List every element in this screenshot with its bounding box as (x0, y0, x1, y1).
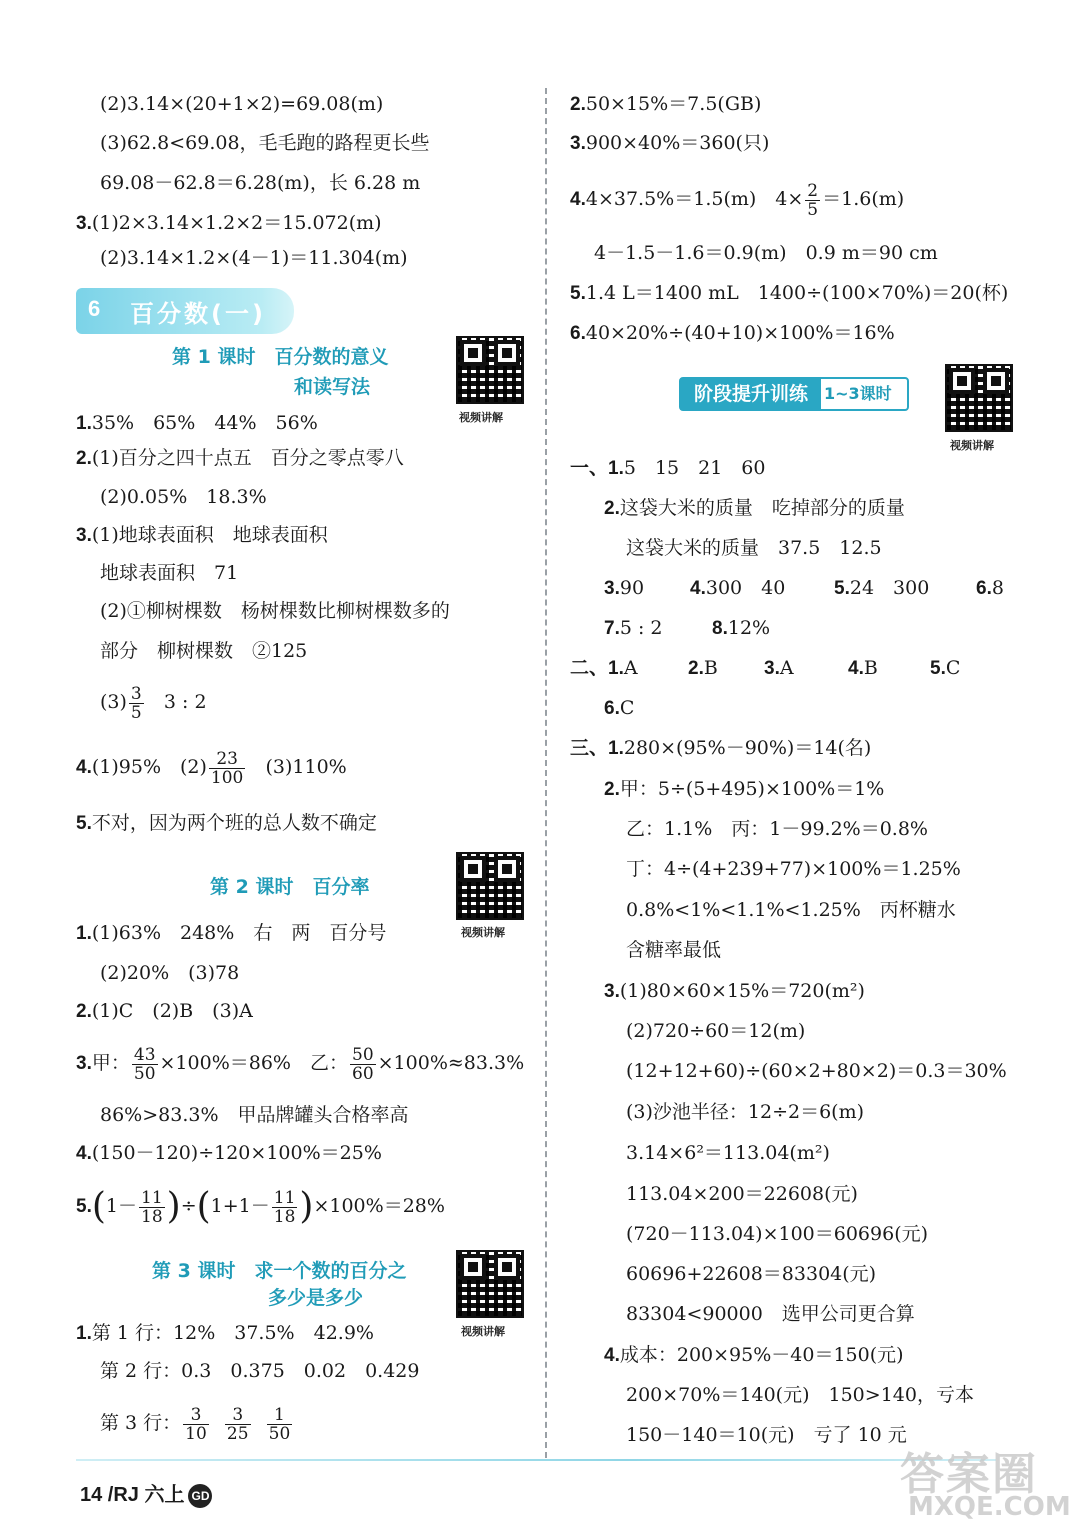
item-number: 4. (76, 1143, 92, 1164)
answer-text: (1)95% (2) (91, 756, 207, 778)
answer-row (834, 575, 929, 602)
item-number: 3. (76, 525, 92, 546)
answer-item (76, 745, 347, 790)
item-number: 3. (76, 1053, 92, 1074)
answer-item (76, 1040, 524, 1087)
item-number: 8. (712, 618, 728, 639)
lesson-title: 第 2 课时 百分率 (210, 876, 370, 898)
answer-text: 4×37.5%＝1.5(m) 4× (585, 188, 804, 210)
fraction: $\frac{2}{5}$ (807, 180, 819, 220)
answer-text: ＝1.6(m) (822, 188, 905, 210)
answer-text: (1)2×3.14×1.2×2＝15.072(m) (91, 212, 382, 234)
item-number: 三、1. (570, 738, 624, 759)
answer-text: 成本：200×95%－40＝150(元) (619, 1344, 904, 1366)
item-number: 2. (76, 448, 92, 469)
answer-line: 3.14×6²＝113.04(m²) (626, 1142, 830, 1164)
answer-text: 甲：5÷(5+495)×100%＝1% (619, 778, 885, 800)
watermark-url: MXQE.COM (908, 1492, 1071, 1522)
item-number: 3. (604, 578, 620, 599)
qr-code-icon[interactable] (456, 336, 524, 404)
answer-line: 第 2 行：0.3 0.375 0.02 0.429 (100, 1360, 420, 1382)
item-number: 7. (604, 618, 620, 639)
answer-line: 200×70%＝140(元) 150>140，亏本 (626, 1384, 974, 1406)
answer-line: 83304<90000 选甲公司更合算 (626, 1303, 915, 1325)
answer-text: 35% 65% 44% 56% (91, 412, 318, 434)
answer-item (604, 776, 884, 803)
answer-row (712, 615, 770, 642)
fraction: $\frac{1}{50}$ (268, 1404, 291, 1444)
answer-line: 4－1.5－1.6＝0.9(m) 0.9 m＝90 cm (594, 242, 938, 264)
answer-text: C (619, 697, 635, 719)
answer-line: (2)720÷60＝12(m) (626, 1020, 806, 1042)
answer-text: 1.4 L＝1400 mL 1400÷(100×70%)＝20(杯) (585, 282, 1009, 304)
answer-item (570, 176, 904, 223)
qr-label: 视频讲解 (950, 439, 994, 452)
answer-item (76, 210, 382, 237)
edition-badge: GD (188, 1484, 212, 1508)
lesson-title: 第 3 课时 求一个数的百分之 (152, 1260, 407, 1282)
item-number: 6. (604, 698, 620, 719)
qr-code-icon[interactable] (456, 1250, 524, 1318)
answer-line (100, 1400, 294, 1446)
lesson-subtitle: 多少是多少 (268, 1287, 364, 1309)
answer-line: (720－113.04)×100＝60696(元) (626, 1223, 929, 1245)
answer-item (76, 1320, 374, 1347)
answer-text: ×100%＝86% 乙： (159, 1052, 348, 1074)
answer-line: 113.04×200＝22608(元) (626, 1183, 858, 1205)
fraction: $\frac{43}{50}$ (133, 1044, 156, 1084)
answer-line: (2)20% (3)78 (100, 962, 240, 984)
answer-row (604, 615, 663, 642)
item-number: 二、1. (570, 658, 624, 679)
answer-text: 50×15%＝7.5(GB) (585, 93, 762, 115)
answer-text: (150－120)÷120×100%＝25% (91, 1142, 382, 1164)
item-number: 6. (976, 578, 992, 599)
qr-code-icon[interactable] (945, 364, 1013, 432)
item-number: 5. (76, 813, 92, 834)
answer-text: 300 40 (705, 577, 786, 599)
answer-item (604, 978, 865, 1005)
stage-range: 1~3课时 (824, 384, 892, 403)
answer-text: 5 : 2 (619, 617, 663, 639)
answer-line: 这袋大米的质量 37.5 12.5 (626, 537, 882, 559)
answer-text: 这袋大米的质量 吃掉部分的质量 (619, 497, 905, 519)
item-number: 2. (76, 1001, 92, 1022)
fraction: $\frac{3}{5}$ (130, 683, 142, 723)
answer-line: (12+12+60)÷(60×2+80×2)＝0.3＝30% (626, 1060, 1007, 1082)
answer-line (100, 680, 207, 724)
item-number: 2. (570, 94, 586, 115)
answer-line: 60696+22608＝83304(元) (626, 1263, 877, 1285)
answer-text: 90 (619, 577, 645, 599)
answer-line: 部分 柳树棵数 ②125 (100, 640, 308, 662)
answer-text: B (703, 657, 718, 679)
answer-item (604, 495, 905, 522)
answer-row (976, 575, 1004, 602)
answer-line: 丁：4÷(4+239+77)×100%＝1.25% (626, 858, 961, 880)
stage-title: 阶段提升训练 (681, 379, 821, 409)
item-number: 4. (690, 578, 706, 599)
answer-line: 地球表面积 71 (100, 562, 239, 584)
answer-text: 8 (991, 577, 1004, 599)
answer-item (76, 998, 253, 1025)
answer-text: B (863, 657, 878, 679)
answer-text: (3) (100, 691, 127, 713)
answer-text: 1－ (105, 1195, 137, 1217)
answer-row (764, 655, 794, 682)
answer-line: 含糖率最低 (626, 939, 722, 961)
answer-row (848, 655, 878, 682)
answer-row (688, 655, 718, 682)
page-number: 14 /RJ 六上 (80, 1484, 185, 1506)
answer-line: 0.8%<1%<1.1%<1.25% 丙杯糖水 (626, 899, 956, 921)
item-number: 1. (76, 413, 92, 434)
item-number: 3. (604, 981, 620, 1002)
fraction: $\frac{50}{60}$ (352, 1044, 374, 1084)
answer-text: 3 : 2 (163, 691, 207, 713)
item-number: 一、1. (570, 458, 624, 479)
answer-text: ×100%＝28% (313, 1195, 445, 1217)
answer-text: A (779, 657, 794, 679)
column-divider (545, 88, 547, 1458)
item-number: 4. (848, 658, 864, 679)
answer-text: (1)地球表面积 地球表面积 (91, 524, 328, 546)
answer-text: (1)63% 248% 右 两 百分号 (91, 922, 387, 944)
qr-code-icon[interactable] (456, 852, 524, 920)
answer-text: ×100%≈83.3% (377, 1052, 525, 1074)
item-number: 2. (604, 779, 620, 800)
qr-label: 视频讲解 (461, 1325, 505, 1338)
lesson-subtitle: 和读写法 (294, 376, 371, 398)
answer-text: (1)80×60×15%＝720(m²) (619, 980, 865, 1002)
answer-text: A (623, 657, 638, 679)
answer-row (604, 575, 644, 602)
answer-line: (2)3.14×1.2×(4－1)＝11.304(m) (100, 247, 408, 269)
fraction: $\frac{3}{10}$ (185, 1404, 207, 1444)
item-number: 5. (930, 658, 946, 679)
answer-line: 86%>83.3% 甲品牌罐头合格率高 (100, 1104, 409, 1126)
answer-item: 5.(1－ $\frac{11}{18}$ )÷(1+1－ $\frac{11}{18}$ )×100%＝28% (76, 1186, 445, 1227)
item-number: 1. (76, 923, 92, 944)
qr-label: 视频讲解 (459, 411, 503, 424)
answer-line: (3)沙池半径：12÷2＝6(m) (626, 1101, 865, 1123)
answer-item (76, 920, 386, 947)
answer-item (570, 455, 765, 482)
answer-item (76, 810, 377, 837)
footer-rule (76, 1459, 996, 1461)
fraction: $\frac{11}{18}$ (273, 1187, 296, 1227)
answer-text: 第 3 行： (100, 1412, 182, 1434)
qr-label: 视频讲解 (461, 926, 505, 939)
answer-line: (2)3.14×(20+1×2)=69.08(m) (100, 93, 384, 115)
answer-item (604, 695, 634, 722)
answer-item (570, 91, 761, 118)
answer-item (570, 735, 871, 762)
answer-text: 900×40%＝360(只) (585, 132, 770, 154)
answer-item (604, 1342, 904, 1369)
answer-text: 24 300 (849, 577, 930, 599)
item-number: 2. (688, 658, 704, 679)
item-number: 4. (570, 189, 586, 210)
unit-number: 6 (88, 296, 101, 321)
item-number: 5. (570, 283, 586, 304)
item-number: 3. (764, 658, 780, 679)
answer-line: (2)①柳树棵数 杨树棵数比柳树棵数多的 (100, 600, 450, 622)
answer-text: (1)百分之四十点五 百分之零点零八 (91, 447, 404, 469)
answer-text: 12% (727, 617, 771, 639)
answer-text: (1)C (2)B (3)A (91, 1000, 253, 1022)
answer-line: 69.08－62.8＝6.28(m)，长 6.28 m (100, 172, 421, 194)
item-number: 6. (570, 323, 586, 344)
item-number: 4. (76, 757, 92, 778)
answer-text: (3)110% (265, 756, 347, 778)
answer-line: 乙：1.1% 丙：1－99.2%＝0.8% (626, 818, 928, 840)
answer-item (76, 1140, 382, 1167)
item-number: 3. (570, 133, 586, 154)
fraction: $\frac{3}{25}$ (226, 1404, 249, 1444)
answer-item (76, 522, 328, 549)
answer-line: 150－140＝10(元) 亏了 10 元 (626, 1424, 907, 1446)
watermark-logo: 答案圈 (900, 1449, 1038, 1500)
answer-item (570, 320, 895, 347)
answer-text: 第 1 行：12% 37.5% 42.9% (91, 1322, 374, 1344)
answer-text: 不对，因为两个班的总人数不确定 (91, 812, 377, 834)
answer-text: 1+1－ (210, 1195, 270, 1217)
answer-text: C (945, 657, 961, 679)
lesson-title: 第 1 课时 百分数的意义 (172, 346, 389, 368)
fraction: $\frac{11}{18}$ (141, 1187, 163, 1227)
item-number: 5. (834, 578, 850, 599)
item-number: 2. (604, 498, 620, 519)
item-number: 1. (76, 1323, 92, 1344)
answer-row (930, 655, 960, 682)
unit-title: 百分数(一) (130, 300, 266, 328)
fraction: $\frac{23}{100}$ (210, 748, 244, 788)
answer-line: (3)62.8<69.08，毛毛跑的路程更长些 (100, 132, 430, 154)
answer-item (76, 410, 318, 437)
item-number: 4. (604, 1345, 620, 1366)
answer-text: ÷ (180, 1195, 197, 1217)
answer-row (690, 575, 785, 602)
answer-item (570, 280, 1008, 307)
answer-text: 5 15 21 60 (623, 457, 766, 479)
answer-text: 40×20%÷(40+10)×100%＝16% (585, 322, 895, 344)
page-footer (80, 1478, 212, 1508)
item-number: 3. (76, 213, 92, 234)
answer-item (570, 130, 769, 157)
answer-row (570, 655, 638, 682)
answer-line: (2)0.05% 18.3% (100, 486, 267, 508)
answer-item (76, 445, 404, 472)
item-number: 5. (76, 1196, 92, 1217)
answer-text: 280×(95%－90%)＝14(名) (623, 737, 872, 759)
answer-text: 甲： (91, 1052, 130, 1074)
